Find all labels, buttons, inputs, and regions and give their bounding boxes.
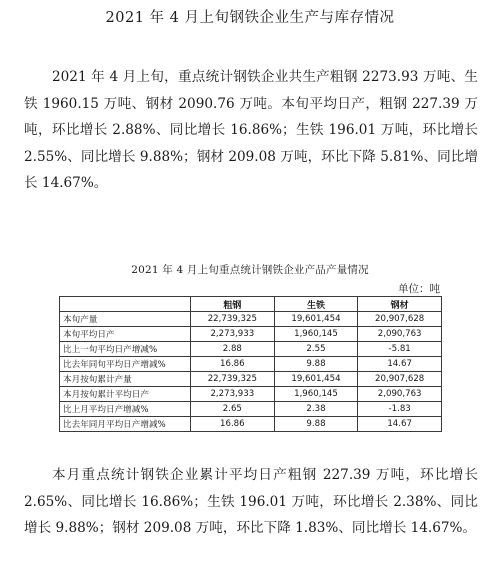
row-label: 比上月平均日产增减% <box>60 402 191 417</box>
table-cell: 16.86 <box>191 417 275 432</box>
table-cell: 20,907,628 <box>358 312 442 327</box>
table-header-row <box>60 297 442 312</box>
row-label: 比去年同月平均日产增减% <box>60 417 191 432</box>
row-label: 本旬产量 <box>60 312 191 327</box>
table-row <box>60 357 442 372</box>
table-cell: 14.67 <box>358 417 442 432</box>
header-cell: 粗钢 <box>191 297 275 312</box>
table-cell: 2.55 <box>274 342 358 357</box>
document-title: 2021 年 4 月上旬钢铁企业生产与库存情况 <box>105 10 395 26</box>
table-row <box>60 417 442 432</box>
table-cell: 2,273,933 <box>191 387 275 402</box>
table-cell: 1,960,145 <box>274 387 358 402</box>
row-label: 本月按旬累计平均日产 <box>60 387 191 402</box>
monthly-summary-paragraph: 本月重点统计钢铁企业累计平均日产粗钢 227.39 万吨，环比增长 2.65%、同比增长 16.86%；生铁 196.01 万吨，环比增长 2.38%、同比增长 9.88%；钢材 209.08 万吨，环比下降 1.83%、同比增长 14.67%。 <box>24 467 478 536</box>
table-cell: 2,090,763 <box>358 327 442 342</box>
header-cell <box>60 297 191 312</box>
table-cell: 19,601,454 <box>274 312 358 327</box>
table-cell: 2.38 <box>274 402 358 417</box>
table-row <box>60 342 442 357</box>
unit-label: 单位：吨 <box>398 283 440 295</box>
table-cell: 9.88 <box>274 417 358 432</box>
table-row <box>60 387 442 402</box>
table-row <box>60 327 442 342</box>
header-cell: 生铁 <box>274 297 358 312</box>
table-caption: 2021 年 4 月上旬重点统计钢铁企业产品产量情况 <box>131 264 369 276</box>
table-cell: 14.67 <box>358 357 442 372</box>
table-cell: 2.88 <box>191 342 275 357</box>
table-cell: -1.83 <box>358 402 442 417</box>
row-label: 比去年同旬平均日产增减% <box>60 357 191 372</box>
table-cell: 22,739,325 <box>191 372 275 387</box>
table-cell: 9.88 <box>274 357 358 372</box>
table-row <box>60 402 442 417</box>
table-cell: 20,907,628 <box>358 372 442 387</box>
row-label: 本月按旬累计产量 <box>60 372 191 387</box>
production-table <box>59 296 442 432</box>
table-cell: 2.65 <box>191 402 275 417</box>
table-cell: 1,960,145 <box>274 327 358 342</box>
table-cell: 19,601,454 <box>274 372 358 387</box>
table-cell: 2,273,933 <box>191 327 275 342</box>
table-cell: 22,739,325 <box>191 312 275 327</box>
table-row <box>60 312 442 327</box>
summary-paragraph: 2021 年 4 月上旬，重点统计钢铁企业共生产粗钢 2273.93 万吨、生铁 1960.15 万吨、钢材 2090.76 万吨。本旬平均日产，粗钢 227.39 万吨，环比增长 2.88%、同比增长 16.86%；生铁 196.01 万吨，环比增长 2.55%、同比增长 9.88%；钢材 209.08 万吨，环比下降 5.81%、同比增长 14.67%。 <box>24 69 478 191</box>
table-cell: -5.81 <box>358 342 442 357</box>
table-cell: 2,090,763 <box>358 387 442 402</box>
header-cell: 钢材 <box>358 297 442 312</box>
table-cell: 16.86 <box>191 357 275 372</box>
row-label: 本旬平均日产 <box>60 327 191 342</box>
row-label: 比上一旬平均日产增减% <box>60 342 191 357</box>
table-row <box>60 372 442 387</box>
